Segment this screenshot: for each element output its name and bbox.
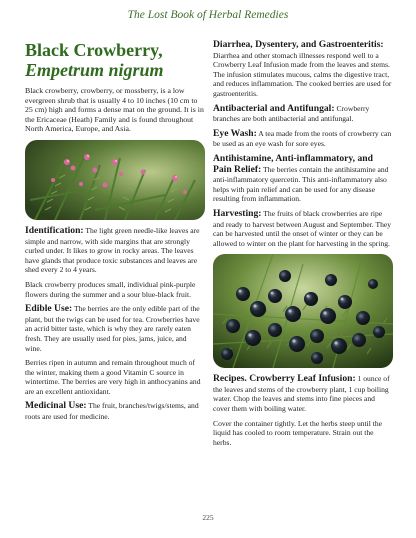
medicinal-use-heading: Medicinal Use: (25, 400, 87, 412)
identification-text: The light green needle-like leaves are simple and narrow, with side margins that are strongly curled under. It likes to grow in rocky areas. The leaves have glands that produce toxic substances and leaves are shed every 2 to 4 years. (25, 225, 200, 275)
eye-wash-text: A tea made from the roots of crowberry can be used as an eye wash for sore eyes. (213, 128, 392, 149)
diarrhea-heading: Diarrhea, Dysentery, and Gastroenteritis: (213, 39, 384, 50)
antibacterial-text: Crowberry branches are both antibacterial and antifungal. (213, 103, 370, 124)
harvesting-section (213, 209, 393, 248)
medicinal-use-section (25, 401, 205, 421)
edible-use-section (25, 304, 205, 353)
diarrhea-text: Diarrhea and other stomach illnesses respond well to a Crowberry Leaf Infusion made from the leaves and stems. The infusion stimulates mucous, calms the digestive tract, and reduces inflammation. The cooked berries are used for gastroenteritis. (213, 50, 392, 98)
medicinal-use-text: The fruit, branches/twigs/stems, and roots are used for medicine. (25, 401, 199, 422)
identification-heading: Identification: (25, 224, 84, 236)
intro-paragraph: Black crowberry, crowberry, or mossberry, is a low evergreen shrub that is usually 4 to 10 inches (10 cm to 25 cm) high and forms a dense mat on the ground. It is in the Ericaceae (Heath) Family and is found throughout North America, Europe, and Asia. (25, 86, 204, 134)
running-header: The Lost Book of Herbal Remedies (127, 9, 289, 21)
antihistamine-section (213, 154, 393, 204)
harvesting-heading: Harvesting: (213, 207, 262, 219)
page-number: 225 (202, 513, 214, 522)
antibacterial-section (213, 104, 393, 124)
antibacterial-heading: Antibacterial and Antifungal: (213, 102, 335, 114)
identification-section (25, 226, 205, 275)
title-common-name: Black Crowberry, (25, 40, 163, 60)
edible-use-paragraph-2: Berries ripen in autumn and remain throughout much of the winter, making them a good Vitamin C source in wintertime. The berries are very high in anthocyanins and are an excellent antioxidant. (25, 358, 201, 396)
eye-wash-section (213, 129, 393, 149)
diarrhea-section (213, 40, 393, 99)
recipes-paragraph-2: Cover the container tightly. Let the herbs steep until the liquid has cooled to room temperature. Strain out the herbs. (213, 418, 383, 447)
recipes-heading: Recipes. Crowberry Leaf Infusion: (213, 373, 356, 385)
berries-photo (213, 254, 393, 368)
flowers-photo (25, 140, 205, 220)
edible-use-heading: Edible Use: (25, 303, 73, 315)
antihistamine-heading: Antihistamine, Anti-inflammatory, and Pain Relief: (213, 152, 373, 175)
right-column (213, 40, 393, 452)
identification-paragraph-2: Black crowberry produces small, individual pink-purple flowers during the summer and a sour blue-black fruit. (25, 279, 196, 299)
edible-use-text: The berries are the only edible part of the plant, but the twigs can be used for tea. Crowberries have an acrid bitter taste, which is why they are rarely eaten fresh. They are usually used for pies, jams, juice, and wine. (25, 304, 200, 353)
title-latin-name: Empetrum nigrum (25, 60, 164, 80)
harvesting-text: The fruits of black crowberries are ripe and ready to harvest between August and September. They can be harvested until the onset of winter or they can be allowed to winter on the plant for harvesting in the spring. (213, 208, 392, 248)
plant-title (25, 40, 205, 80)
antihistamine-text: The berries contain the antihistamine and anti-inflammatory quercetin. This anti-inflammatory also helps with pain relief and can be used for any disease resulting from inflammation. (213, 164, 389, 204)
recipes-section (213, 374, 393, 413)
recipes-text: 1 ounce of the leaves and stems of the crowberry plant, 1 cup boiling water. Chop the leaves and stems into fine pieces and cover them with boiling water. (213, 374, 390, 414)
left-column (25, 40, 205, 427)
eye-wash-heading: Eye Wash: (213, 127, 257, 139)
